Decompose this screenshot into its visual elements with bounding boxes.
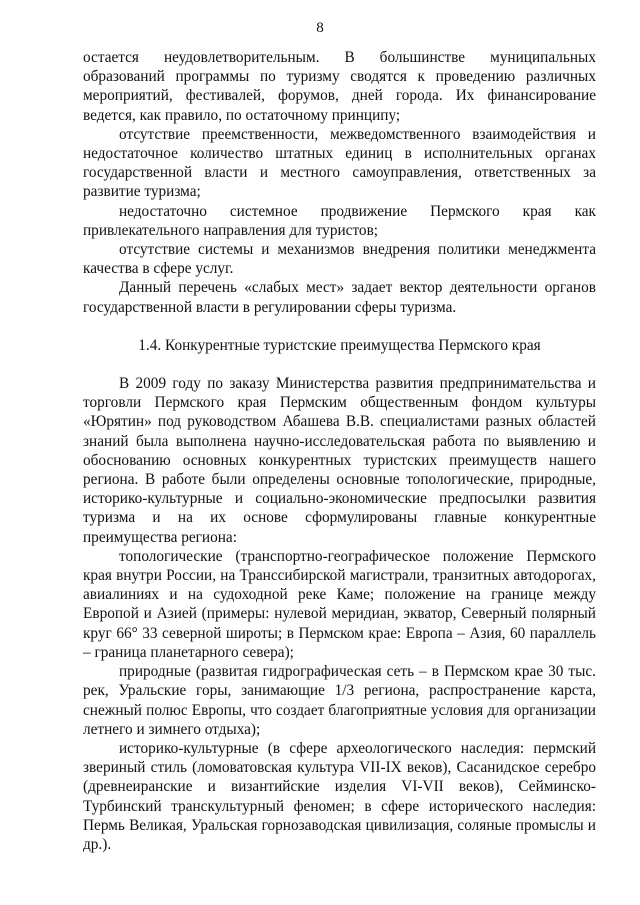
paragraph-research-2009: В 2009 году по заказу Министерства развития предпринимательства и торговли Пермского края Пермским общественным фондом культуры «Юрятин» под руководством Абашева В.В. специалистами разных областей знаний была выполнена научно-исследовательская работа по выявлению и обоснованию основных конкурентных туристских преимуществ нашего региона. В работе были определены основные топологические, природные, историко-культурные и социально-экономические предпосылки развития туризма и на их основе сформулированы главные конкурентные преимущества региона: xyxy=(83,375,596,546)
paragraph-weakness-continuity: отсутствие преемственности, межведомственного взаимодействия и недостаточное количество штатных единиц в исполнительных органах государственной власти и местного самоуправления, ответственных за развитие туризма; xyxy=(83,125,596,201)
paragraph-weakness-promotion: недостаточно системное продвижение Пермского края как привлекательного направления для туристов; xyxy=(83,202,596,239)
paragraph-weakness-quality: отсутствие системы и механизмов внедрения политики менеджмента качества в сфере услуг. xyxy=(83,241,596,278)
page-number: 8 xyxy=(316,20,324,36)
paragraph-topological: топологические (транспортно-географическое положение Пермского края внутри России, на Транссибирской магистрали, транзитных автодорогах, авиалиниях и на судоходной реке Каме; положение на границе между Европой и Азией (примеры: нулевой меридиан, экватор, Северный полярный круг 66° 33 северной широты; в Пермском крае: Европа – Азия, 60 параллель – граница планетарного севера); xyxy=(83,547,596,661)
paragraph-weakness-summary: Данный перечень «слабых мест» задает вектор деятельности органов государственной власти в регулировании сферы туризма. xyxy=(83,279,596,316)
document-body xyxy=(83,48,596,854)
paragraph-continuation: остается неудовлетворительным. В большинстве муниципальных образований программы по туризму сводятся к проведению различных мероприятий, фестивалей, форумов, дней города. Их финансирование ведется, как правило, по остаточному принципу; xyxy=(83,49,596,124)
paragraph-natural: природные (развитая гидрографическая сеть – в Пермском крае 30 тыс. рек, Уральские горы, занимающие 1/3 региона, распространение карста, снежный полюс Европы, что создает благоприятные условия для организации летнего и зимнего отдыха); xyxy=(83,663,596,738)
section-heading: 1.4. Конкурентные туристские преимущества Пермского края xyxy=(138,336,541,354)
paragraph-historical-cultural: историко-культурные (в сфере археологического наследия: пермский звериный стиль (ломоватовская культура VII-IX веков), Сасанидское серебро (древнеиранские и византийские изделия VI-VII веков), Сейминско-Турбинский транскультурный феномен; в сфере исторического наследия: Пермь Великая, Уральская горнозаводская цивилизация, соляные промыслы и др.). xyxy=(83,739,596,853)
